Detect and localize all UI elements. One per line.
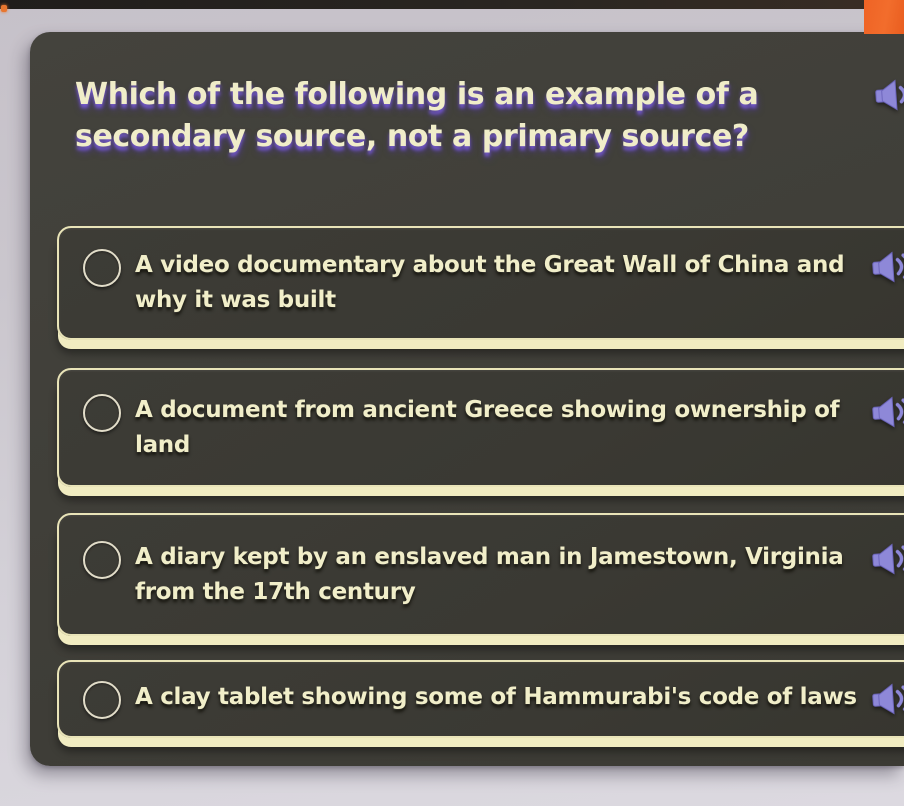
orange-corner-object: [864, 0, 904, 34]
radio-circle[interactable]: [83, 394, 121, 432]
photo-top-strip: [0, 0, 904, 9]
radio-circle[interactable]: [83, 681, 121, 719]
answer-text: A video documentary about the Great Wall of China and why it was built: [135, 252, 845, 313]
speaker-icon[interactable]: [871, 540, 904, 577]
radio-circle[interactable]: [83, 541, 121, 579]
question-text: [75, 74, 765, 158]
radio-circle[interactable]: [83, 249, 121, 287]
speaker-icon[interactable]: [871, 680, 904, 717]
answer-text: A document from ancient Greece showing ownership of land: [135, 396, 840, 458]
answer-option-1[interactable]: [57, 226, 904, 340]
answer-option-3[interactable]: [57, 513, 904, 636]
answer-text: A clay tablet showing some of Hammurabi's code of laws: [135, 683, 857, 710]
speaker-icon[interactable]: [871, 249, 904, 286]
answer-text: A diary kept by an enslaved man in Jamestown, Virginia from the 17th century: [135, 543, 844, 605]
question-line-1: Which of the following is an example of a: [75, 77, 759, 112]
question-line-2: secondary source, not a primary source?: [75, 119, 749, 154]
speaker-icon[interactable]: [871, 393, 904, 430]
answer-option-4[interactable]: [57, 660, 904, 738]
answer-option-2[interactable]: [57, 368, 904, 487]
question-speaker-icon[interactable]: [874, 77, 904, 114]
quiz-panel: [30, 32, 904, 766]
orange-speck: [1, 5, 7, 12]
